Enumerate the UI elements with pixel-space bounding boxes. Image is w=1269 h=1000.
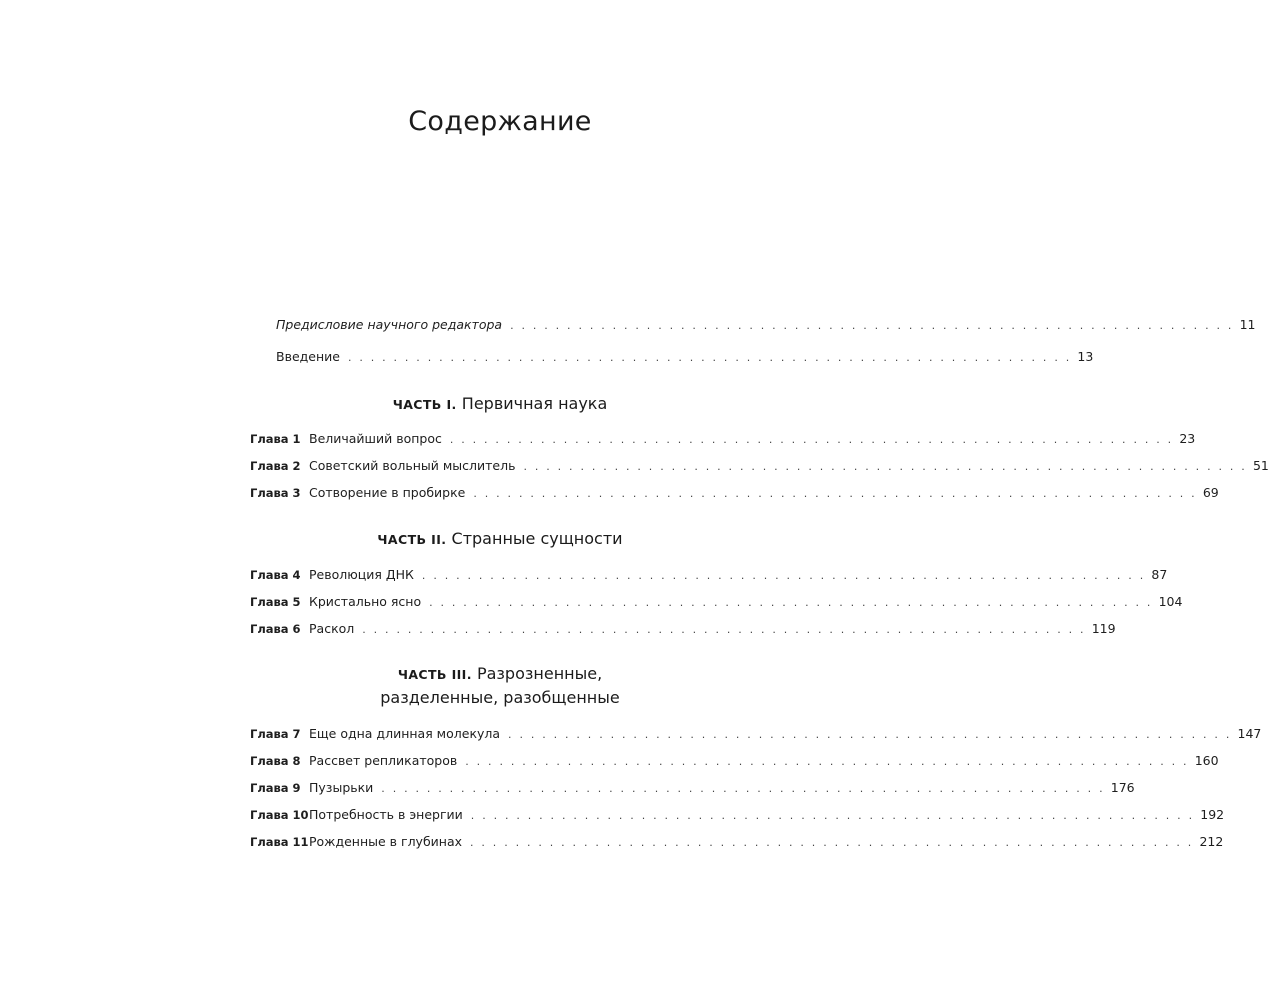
chapter-page: 23 xyxy=(1179,431,1196,446)
toc-entry-label: Введение xyxy=(276,349,340,364)
chapter-number: Глава 2 xyxy=(250,459,301,473)
dot-leader: . . . . . . . . . . . . . . . . . . . . . . . . . . . . . . . . . . . . . . . . . . . . . . . . . . . . . . . . . . . . . . . . xyxy=(473,487,1197,500)
toc-entry-preface xyxy=(276,316,1256,334)
toc-chapter-entry xyxy=(250,620,1116,638)
dot-leader: . . . . . . . . . . . . . . . . . . . . . . . . . . . . . . . . . . . . . . . . . . . . . . . . . . . . . . . . . . . . . . . . xyxy=(470,836,1194,849)
part-number: ЧАСТЬ II. xyxy=(377,532,447,547)
dot-leader: . . . . . . . . . . . . . . . . . . . . . . . . . . . . . . . . . . . . . . . . . . . . . . . . . . . . . . . . . . . . . . . . xyxy=(510,319,1234,332)
chapter-page: 160 xyxy=(1194,753,1219,768)
dot-leader: . . . . . . . . . . . . . . . . . . . . . . . . . . . . . . . . . . . . . . . . . . . . . . . . . . . . . . . . . . . . . . . . xyxy=(465,755,1189,768)
part-number: ЧАСТЬ I. xyxy=(392,397,457,412)
toc-chapter-entry xyxy=(250,752,1219,770)
part-title: Странные сущности xyxy=(451,529,623,548)
toc-chapter-entry xyxy=(250,593,1183,611)
chapter-page: 104 xyxy=(1158,594,1183,609)
part-heading xyxy=(0,392,1000,417)
dot-leader: . . . . . . . . . . . . . . . . . . . . . . . . . . . . . . . . . . . . . . . . . . . . . . . . . . . . . . . . . . . . . . . . xyxy=(421,569,1146,582)
part-heading xyxy=(0,662,1000,687)
chapter-page: 87 xyxy=(1151,567,1168,582)
chapter-page: 212 xyxy=(1199,834,1224,849)
toc-chapter-entry xyxy=(250,833,1224,851)
toc-chapter-entry xyxy=(250,806,1225,824)
toc-entry-label: Предисловие научного редактора xyxy=(276,317,503,332)
toc-entry-introduction xyxy=(276,348,1094,366)
chapter-title: Пузырьки xyxy=(309,780,374,795)
chapter-title: Величайший вопрос xyxy=(309,431,442,446)
dot-leader: . . . . . . . . . . . . . . . . . . . . . . . . . . . . . . . . . . . . . . . . . . . . . . . . . . . . . . . . . . . . . . . . xyxy=(381,782,1105,795)
chapter-title: Сотворение в пробирке xyxy=(309,485,466,500)
chapter-title: Еще одна длинная молекула xyxy=(309,726,501,741)
chapter-number: Глава 3 xyxy=(250,486,301,500)
chapter-title: Советский вольный мыслитель xyxy=(309,458,516,473)
chapter-title: Революция ДНК xyxy=(309,567,414,582)
page-title: Содержание xyxy=(408,106,592,137)
chapter-page: 51 xyxy=(1252,458,1269,473)
dot-leader: . . . . . . . . . . . . . . . . . . . . . . . . . . . . . . . . . . . . . . . . . . . . . . . . . . . . . . . . . . . . . . . . xyxy=(347,351,1072,364)
part-title: Первичная наука xyxy=(461,394,608,413)
part-title-line2: разделенные, разобщенные xyxy=(380,688,620,707)
toc-chapter-entry xyxy=(250,457,1269,475)
toc-chapter-entry xyxy=(250,430,1196,448)
toc-entry-page: 11 xyxy=(1239,317,1256,332)
chapter-number: Глава 8 xyxy=(250,754,301,768)
chapter-number: Глава 7 xyxy=(250,727,301,741)
dot-leader: . . . . . . . . . . . . . . . . . . . . . . . . . . . . . . . . . . . . . . . . . . . . . . . . . . . . . . . . . . . . . . . . xyxy=(508,728,1232,741)
chapter-page: 176 xyxy=(1110,780,1135,795)
part-number: ЧАСТЬ III. xyxy=(397,667,472,682)
toc-chapter-entry xyxy=(250,779,1135,797)
toc-chapter-entry xyxy=(250,484,1219,502)
chapter-title: Раскол xyxy=(309,621,355,636)
chapter-number: Глава 1 xyxy=(250,432,301,446)
chapter-page: 147 xyxy=(1237,726,1262,741)
dot-leader: . . . . . . . . . . . . . . . . . . . . . . . . . . . . . . . . . . . . . . . . . . . . . . . . . . . . . . . . . . . . . . . . xyxy=(362,623,1086,636)
chapter-number: Глава 6 xyxy=(250,622,301,636)
chapter-title: Потребность в энергии xyxy=(309,807,463,822)
chapter-title: Кристально ясно xyxy=(309,594,422,609)
chapter-number: Глава 5 xyxy=(250,595,301,609)
toc-entry-page: 13 xyxy=(1077,349,1094,364)
chapter-number: Глава 11 xyxy=(250,835,309,849)
dot-leader: . . . . . . . . . . . . . . . . . . . . . . . . . . . . . . . . . . . . . . . . . . . . . . . . . . . . . . . . . . . . . . . . xyxy=(449,433,1174,446)
chapter-title: Рассвет репликаторов xyxy=(309,753,458,768)
toc-chapter-entry xyxy=(250,725,1262,743)
chapter-number: Глава 4 xyxy=(250,568,301,582)
part-heading xyxy=(0,527,1000,552)
chapter-page: 119 xyxy=(1091,621,1116,636)
chapter-title: Рожденные в глубинах xyxy=(309,834,463,849)
dot-leader: . . . . . . . . . . . . . . . . . . . . . . . . . . . . . . . . . . . . . . . . . . . . . . . . . . . . . . . . . . . . . . . . xyxy=(429,596,1153,609)
dot-leader: . . . . . . . . . . . . . . . . . . . . . . . . . . . . . . . . . . . . . . . . . . . . . . . . . . . . . . . . . . . . . . . . xyxy=(523,460,1247,473)
dot-leader: . . . . . . . . . . . . . . . . . . . . . . . . . . . . . . . . . . . . . . . . . . . . . . . . . . . . . . . . . . . . . . . . xyxy=(470,809,1195,822)
chapter-page: 192 xyxy=(1200,807,1225,822)
chapter-number: Глава 10 xyxy=(250,808,309,822)
toc-chapter-entry xyxy=(250,566,1168,584)
part-title: Разрозненные, xyxy=(476,664,603,683)
chapter-number: Глава 9 xyxy=(250,781,301,795)
chapter-page: 69 xyxy=(1202,485,1219,500)
part-heading-continued xyxy=(0,686,1000,710)
